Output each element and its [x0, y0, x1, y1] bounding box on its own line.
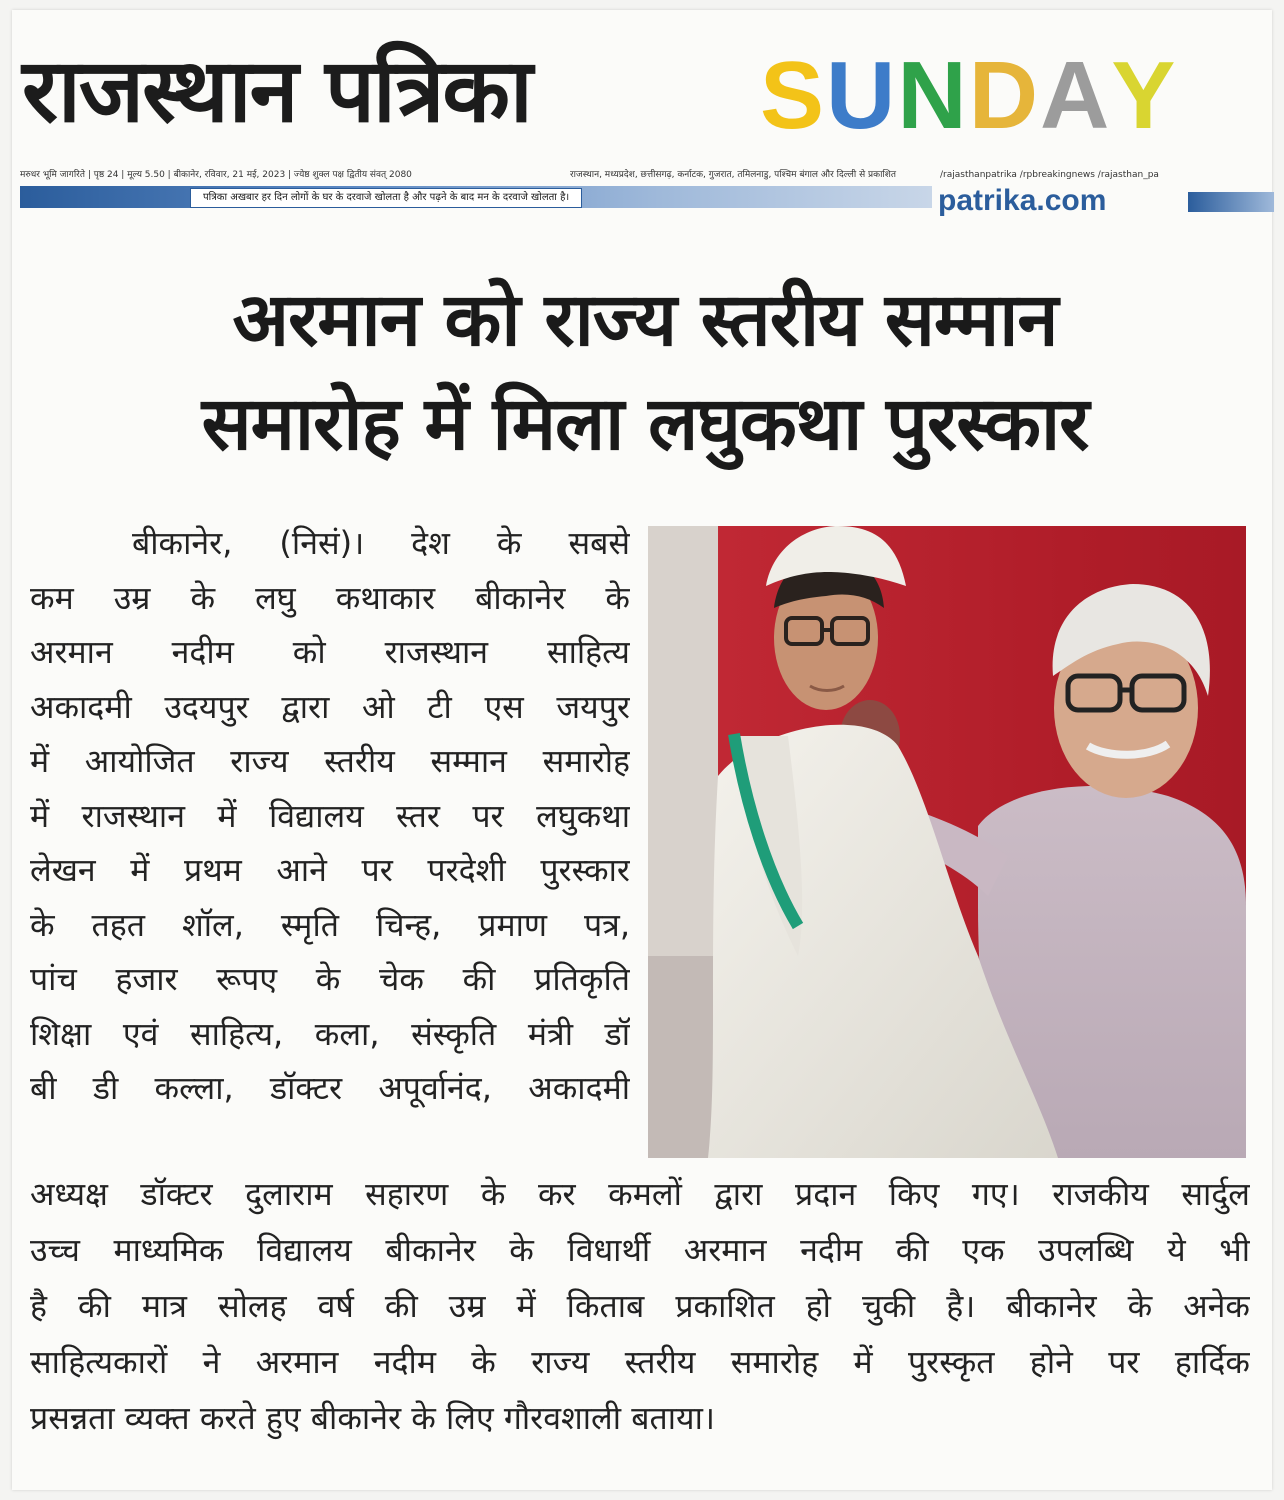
newspaper-name: राजस्थान पत्रिका [22, 39, 531, 142]
article-continuation [30, 1166, 1250, 1446]
website-link[interactable]: patrika.com [938, 184, 1107, 217]
article-line: उच्च माध्यमिक विद्यालय बीकानेर के विधार्थी अरमान नदीम की एक उपलब्धि ये भी [30, 1231, 1250, 1269]
headline-line: अरमान को राज्य स्तरीय सम्मान [232, 277, 1058, 363]
award-photo [648, 526, 1246, 1158]
headline [20, 268, 1270, 476]
article-line: पांच हजार रूपए के चेक की प्रतिकृति [30, 960, 630, 998]
article-line: बी डी कल्ला, डॉक्टर अपूर्वानंद, अकादमी [30, 1069, 630, 1107]
article-line: बीकानेर, (निसं)। देश के सबसे [132, 524, 630, 562]
info-strip [20, 168, 1274, 228]
sunday-letter: Y [1111, 42, 1178, 149]
article-line: साहित्यकारों ने अरमान नदीम के राज्य स्तरीय समारोह में पुरस्कृत होने पर हार्दिक [30, 1343, 1250, 1381]
sunday-letter: D [968, 42, 1041, 149]
editions-list: राजस्थान, मध्यप्रदेश, छत्तीसगढ़, कर्नाटक, गुजरात, तमिलनाडु, पश्चिम बंगाल और दिल्ली से प्रकाशित [570, 170, 896, 180]
article-line: अकादमी उदयपुर द्वारा ओ टी एस जयपुर [30, 687, 630, 726]
article-line: के तहत शॉल, स्मृति चिन्ह, प्रमाण पत्र, [30, 905, 630, 944]
article-line: लेखन में प्रथम आने पर परदेशी पुरस्कार [30, 851, 630, 889]
article-line: कम उम्र के लघु कथाकार बीकानेर के [30, 578, 630, 617]
sunday-letter: S [760, 42, 827, 149]
sunday-letter: N [897, 42, 969, 149]
issue-info: मरुधर भूमि जागरिते | पृष्ठ 24 | मूल्य 5.50 | बीकानेर, रविवार, 21 मई, 2023 | ज्येष्ठ शुक्ल पक्ष द्वितीय संवत् 2080 [20, 170, 412, 180]
article-line: है की मात्र सोलह वर्ष की उम्र में किताब प्रकाशित हो चुकी है। बीकानेर के अनेक [30, 1287, 1250, 1325]
social-handles: /rajasthanpatrika /rpbreakingnews /rajasthan_pa [940, 170, 1159, 180]
issue-details [20, 168, 1274, 182]
article-line: में राजस्थान में विद्यालय स्तर पर लघुकथा [30, 796, 630, 835]
tagline: पत्रिका अखबार हर दिन लोगों के घर के दरवाजे खोलता है और पढ़ने के बाद मन के दरवाजे खोलता है। [190, 188, 582, 208]
headline-line: समारोह में मिला लघुकथा पुरस्कार [201, 381, 1089, 467]
website-bar [1188, 192, 1274, 212]
article-line: अध्यक्ष डॉक्टर दुलाराम सहारण के कर कमलों द्वारा प्रदान किए गए। राजकीय सार्दुल [30, 1175, 1250, 1213]
article-column [30, 516, 630, 1116]
sunday-edition-logo [760, 42, 1178, 149]
article-line: अरमान नदीम को राजस्थान साहित्य [30, 633, 630, 671]
award-photo-illustration [648, 526, 1246, 1158]
sunday-letter: A [1040, 42, 1112, 149]
article-line: शिक्षा एवं साहित्य, कला, संस्कृति मंत्री डॉ [30, 1014, 630, 1053]
article-line: में आयोजित राज्य स्तरीय सम्मान समारोह [30, 742, 630, 780]
sunday-letter: U [826, 42, 898, 149]
article-line: प्रसन्नता व्यक्त करते हुए बीकानेर के लिए गौरवशाली बताया। [30, 1399, 715, 1437]
masthead [22, 36, 1262, 149]
